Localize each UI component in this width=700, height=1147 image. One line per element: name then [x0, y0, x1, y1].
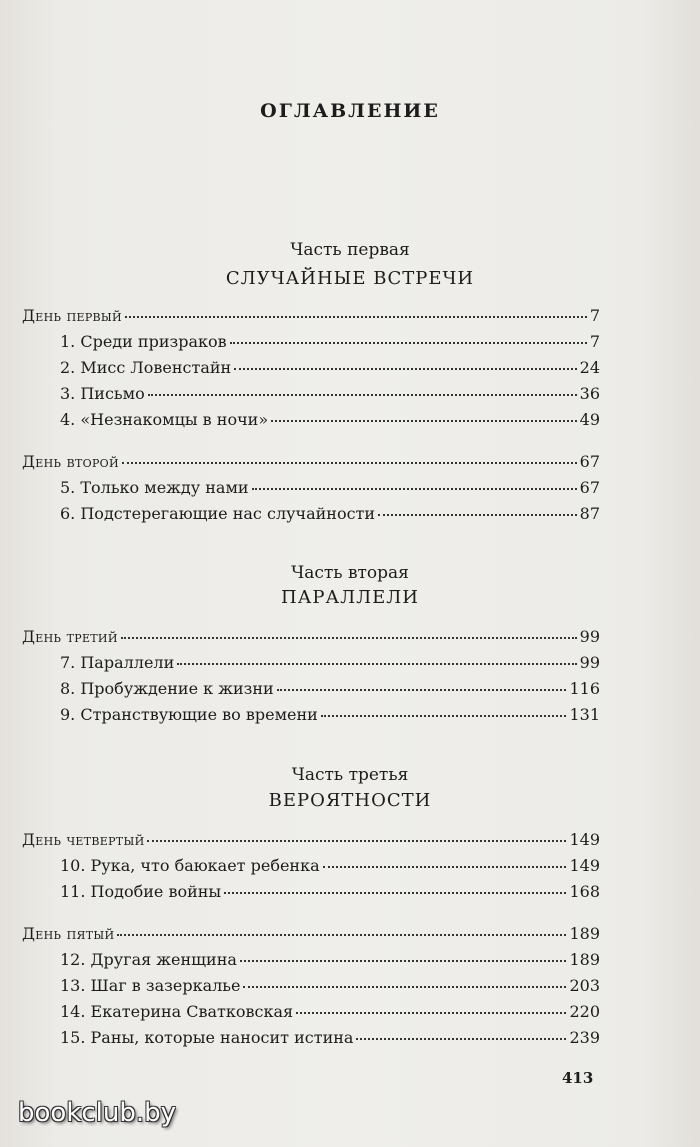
page-ref: 239	[569, 1028, 600, 1047]
leader-dots	[148, 381, 577, 396]
toc-chapter-entry	[60, 705, 600, 729]
leader-dots	[121, 624, 577, 639]
leader-dots	[356, 1025, 566, 1040]
chapter-title: 4. «Незнакомцы в ночи»	[60, 410, 269, 429]
leader-dots	[122, 449, 577, 464]
page-ref: 116	[569, 679, 600, 698]
toc-day-entry	[22, 924, 600, 948]
part-name: ВЕРОЯТНОСТИ	[268, 790, 432, 811]
toc-chapter-entry	[60, 384, 600, 408]
watermark: bookclub.by	[18, 1098, 177, 1128]
part-label: Часть первая	[290, 240, 410, 260]
toc-chapter-entry	[60, 882, 600, 906]
page-ref: 87	[579, 504, 600, 523]
leader-dots	[321, 702, 567, 717]
part-name: ПАРАЛЛЕЛИ	[281, 587, 419, 608]
toc-title: ОГЛАВЛЕНИЕ	[260, 100, 440, 122]
toc-day-entry	[22, 830, 600, 854]
page-ref: 131	[569, 705, 600, 724]
part-label: Часть вторая	[291, 563, 409, 583]
chapter-title: 3. Письмо	[60, 384, 145, 403]
page-ref: 99	[579, 627, 600, 646]
toc-day-entry	[22, 627, 600, 651]
toc-chapter-entry	[60, 679, 600, 703]
day-title: День четвертый	[22, 830, 145, 849]
leader-dots	[271, 407, 577, 422]
leader-dots	[224, 879, 566, 894]
toc-chapter-entry	[60, 478, 600, 502]
toc-chapter-entry	[60, 358, 600, 382]
chapter-title: 7. Параллели	[60, 653, 175, 672]
page-ref: 49	[579, 410, 600, 429]
chapter-title: 2. Мисс Ловенстайн	[60, 358, 232, 377]
page-ref: 189	[569, 950, 600, 969]
leader-dots	[243, 973, 566, 988]
page-ref: 149	[569, 830, 600, 849]
leader-dots	[277, 676, 567, 691]
day-title: День первый	[22, 306, 122, 325]
leader-dots	[117, 921, 566, 936]
chapter-title: 15. Раны, которые наносит истина	[60, 1028, 354, 1047]
page-ref: 24	[579, 358, 600, 377]
page-ref: 220	[569, 1002, 600, 1021]
toc-day-entry	[22, 452, 600, 476]
page-ref: 203	[569, 976, 600, 995]
leader-dots	[230, 329, 587, 344]
leader-dots	[240, 947, 567, 962]
toc-chapter-entry	[60, 504, 600, 528]
leader-dots	[125, 303, 587, 318]
page-number: 413	[562, 1069, 594, 1087]
toc-chapter-entry	[60, 950, 600, 974]
page-ref: 67	[579, 452, 600, 471]
leader-dots	[323, 853, 567, 868]
page-ref: 99	[579, 653, 600, 672]
day-title: День третий	[22, 627, 118, 646]
leader-dots	[378, 501, 577, 516]
part-label: Часть третья	[291, 765, 409, 785]
page-ref: 7	[589, 306, 600, 325]
toc-chapter-entry	[60, 332, 600, 356]
chapter-title: 11. Подобие войны	[60, 882, 222, 901]
toc-chapter-entry	[60, 1028, 600, 1052]
toc-chapter-entry	[60, 1002, 600, 1026]
page-ref: 168	[569, 882, 600, 901]
page-ref: 36	[579, 384, 600, 403]
leader-dots	[252, 475, 577, 490]
day-title: День пятый	[22, 924, 115, 943]
chapter-title: 5. Только между нами	[60, 478, 249, 497]
page-ref: 189	[569, 924, 600, 943]
leader-dots	[296, 999, 566, 1014]
toc-chapter-entry	[60, 410, 600, 434]
chapter-title: 12. Другая женщина	[60, 950, 237, 969]
toc-chapter-entry	[60, 976, 600, 1000]
chapter-title: 6. Подстерегающие нас случайности	[60, 504, 376, 523]
day-title: День второй	[22, 452, 119, 471]
part-name: СЛУЧАЙНЫЕ ВСТРЕЧИ	[225, 268, 475, 289]
toc-day-entry	[22, 306, 600, 330]
toc-chapter-entry	[60, 856, 600, 880]
leader-dots	[147, 827, 566, 842]
page-ref: 67	[579, 478, 600, 497]
chapter-title: 9. Странствующие во времени	[60, 705, 318, 724]
chapter-title: 13. Шаг в зазеркалье	[60, 976, 241, 995]
chapter-title: 8. Пробуждение к жизни	[60, 679, 274, 698]
chapter-title: 10. Рука, что баюкает ребенка	[60, 856, 320, 875]
chapter-title: 14. Екатерина Сватковская	[60, 1002, 294, 1021]
chapter-title: 1. Среди призраков	[60, 332, 227, 351]
page-ref: 149	[569, 856, 600, 875]
page-ref: 7	[589, 332, 600, 351]
leader-dots	[177, 650, 576, 665]
toc-chapter-entry	[60, 653, 600, 677]
leader-dots	[234, 355, 576, 370]
